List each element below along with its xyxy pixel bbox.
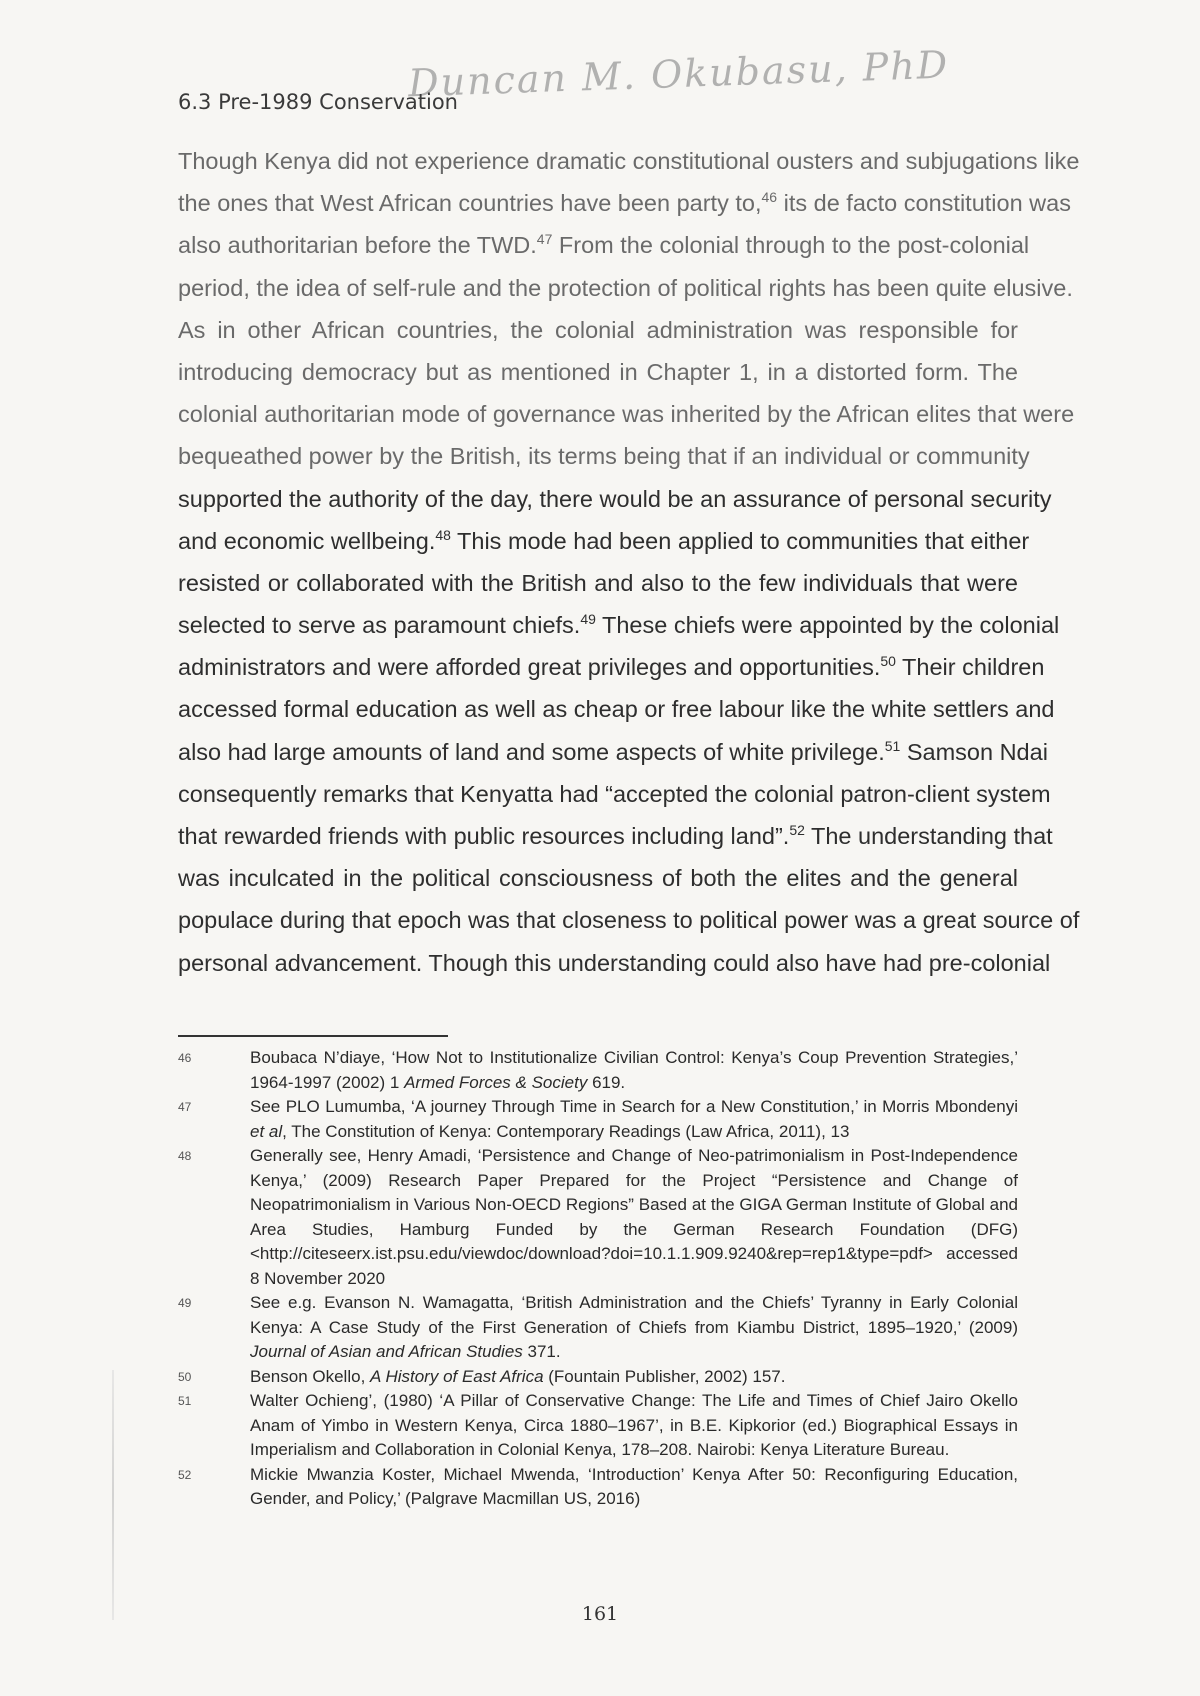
- body-line: [178, 688, 1055, 730]
- body-text-segment: This mode had been applied to communities that either: [450, 527, 1030, 554]
- footnote-item: [178, 1463, 1018, 1512]
- body-text-segment: As in other African countries, the colonial administration was responsible for: [178, 316, 1018, 343]
- body-text-segment: Their children: [895, 654, 1045, 681]
- footnote-text-segment: , The Constitution of Kenya: Contemporary Readings (Law Africa, 2011), 13: [282, 1121, 850, 1141]
- footnote-title-italic: Armed Forces & Society: [404, 1072, 588, 1092]
- body-text-segment: From the colonial through to the post-colonial: [552, 232, 1030, 259]
- footnotes-section: [178, 1046, 1018, 1512]
- body-text-segment: consequently remarks that Kenyatta had “accepted the colonial patron-client system: [178, 780, 1051, 807]
- body-text-segment: supported the authority of the day, there would be an assurance of personal security: [178, 485, 1052, 512]
- footnote-title-italic: et al: [250, 1121, 283, 1141]
- body-line: [178, 562, 1018, 604]
- footnote-reference: 49: [580, 611, 596, 628]
- footnote-text-segment: 371.: [522, 1342, 561, 1361]
- page-header: [178, 42, 950, 122]
- scan-edge-mark: [112, 1370, 114, 1620]
- body-text-segment: introducing democracy but as mentioned in Chapter 1, in a distorted form. The: [178, 358, 1018, 385]
- body-line: [178, 309, 1018, 351]
- body-line: [178, 604, 1060, 646]
- footnote-text-segment: Generally see, Henry Amadi, ‘Persistence and Change of Neo-patrimonialism in Post-Independence Kenya,’ (2009) Research Paper Prepared for the Project “Persistence and Change of Neopatrimonialism in Various Non-OECD Regions” Based at the GIGA German Institute of Global and Area Studies, Hamburg Funded by the German Research Foundation (DFG) <http://citeseerx.ist.psu.edu/viewdoc/download?doi=10.1.1.909.9240&rep=rep1&type=pdf> accessed 8 November 2020: [250, 1146, 1018, 1288]
- footnote-text-segment: Walter Ochieng’, (1980) ‘A Pillar of Conservative Change: The Life and Times of Chief Jairo Okello Anam of Yimbo in Western Kenya, Circa 1880–1967’, in B.E. Kipkorior (ed.) Biographical Essays in Imperialism and Collaboration in Colonial Kenya, 178–208. Nairobi: Kenya Literature Bureau.: [250, 1391, 1018, 1459]
- body-text-segment: also had large amounts of land and some aspects of white privilege.: [178, 738, 885, 765]
- body-text-segment: personal advancement. Though this understanding could also have had pre-colonial: [178, 949, 1051, 976]
- footnote-item: [178, 1389, 1018, 1463]
- body-text-segment: The understanding that: [804, 823, 1053, 849]
- footnote-reference: 52: [789, 822, 805, 839]
- footnote-reference: 50: [880, 653, 896, 670]
- body-text-segment: that rewarded friends with public resources including land”.: [178, 823, 790, 849]
- footnote-text: [250, 1389, 1018, 1463]
- body-text-segment: populace during that epoch was that closeness to political power was a great source of: [178, 907, 1080, 934]
- body-text-segment: selected to serve as paramount chiefs.: [178, 612, 581, 639]
- footnote-text-segment: See PLO Lumumba, ‘A journey Through Time in Search for a New Constitution,’ in Morris Mbondenyi: [250, 1097, 1018, 1116]
- footnote-item: [178, 1095, 1018, 1144]
- body-line: [178, 520, 1030, 562]
- body-text-segment: administrators and were afforded great privileges and opportunities.: [178, 654, 881, 681]
- footnote-item: [178, 1144, 1018, 1291]
- footnote-title-italic: Journal of Asian and African Studies: [250, 1342, 523, 1361]
- footnote-text: [250, 1046, 1018, 1095]
- footnote-item: [178, 1291, 1018, 1365]
- body-line: [178, 267, 1073, 309]
- body-line: [178, 857, 1018, 899]
- body-text-segment: resisted or collaborated with the British and also to the few individuals that were: [178, 569, 1018, 596]
- body-line: [178, 899, 1080, 941]
- body-text-segment: colonial authoritarian mode of governance was inherited by the African elites that were: [178, 401, 1075, 428]
- body-line: [178, 393, 1075, 435]
- body-line: [178, 351, 1018, 393]
- body-text-segment: period, the idea of self-rule and the protection of political rights has been quite elusive.: [178, 274, 1073, 301]
- footnote-text: [250, 1463, 1018, 1512]
- footnote-number: 46: [178, 1051, 192, 1065]
- body-text-segment: and economic wellbeing.: [178, 527, 436, 554]
- footnote-reference: 46: [761, 189, 778, 206]
- footnote-reference: 51: [884, 737, 901, 754]
- body-paragraph: [178, 140, 1080, 984]
- body-text-segment: Samson Ndai: [900, 738, 1048, 765]
- body-text-segment: accessed formal education as well as cheap or free labour like the white settlers and: [178, 696, 1055, 723]
- footnote-text: [250, 1095, 1018, 1144]
- footnote-text-segment: 619.: [587, 1072, 626, 1092]
- footnote-reference: 47: [536, 231, 553, 248]
- footnote-item: [178, 1046, 1018, 1095]
- body-text-segment: bequeathed power by the British, its terms being that if an individual or community: [178, 443, 1030, 470]
- body-text-segment: These chiefs were appointed by the colonial: [595, 612, 1060, 639]
- footnote-reference: 48: [435, 526, 451, 543]
- footnote-text-segment: Boubaca N’diaye, ‘How Not to Institutionalize Civilian Control: Kenya’s Coup Prevention Strategies,’ 1964-1997 (2002) 1: [250, 1048, 1018, 1092]
- footnote-number: 48: [178, 1149, 192, 1163]
- body-line: [178, 815, 1053, 857]
- body-line: [178, 182, 1071, 224]
- footnote-number: 49: [178, 1296, 192, 1310]
- body-line: [178, 942, 1051, 984]
- footnote-text: [250, 1144, 1018, 1291]
- body-text-segment: the ones that West African countries have been party to,: [178, 190, 762, 217]
- footnote-number: 52: [178, 1467, 192, 1482]
- body-text-segment: its de facto constitution was: [777, 190, 1071, 217]
- body-line: [178, 646, 1045, 688]
- footnote-text-segment: See e.g. Evanson N. Wamagatta, ‘British Administration and the Chiefs’ Tyranny in Early Colonial Kenya: A Case Study of the First Generation of Chiefs from Kiambu District, 1895–1920,’ (2009): [250, 1293, 1018, 1337]
- page-number: 161: [581, 1603, 619, 1625]
- footnote-text: [250, 1291, 1018, 1365]
- body-line: [178, 773, 1051, 815]
- footnote-number: 51: [178, 1394, 192, 1408]
- footnote-text-segment: Benson Okello,: [250, 1366, 371, 1386]
- footnote-text-segment: Mickie Mwanzia Koster, Michael Mwenda, ‘Introduction’ Kenya After 50: Reconfiguring Education, Gender, and Policy,’ (Palgrave Macmillan US, 2016): [250, 1464, 1018, 1508]
- footnote-number: 47: [178, 1100, 192, 1114]
- body-line: [178, 140, 1080, 182]
- body-text-segment: Though Kenya did not experience dramatic constitutional ousters and subjugations like: [178, 148, 1080, 174]
- footnote-text-segment: (Fountain Publisher, 2002) 157.: [543, 1366, 786, 1386]
- footnote-text: [250, 1365, 1018, 1390]
- body-line: [178, 435, 1030, 477]
- footnote-divider: [178, 1035, 448, 1037]
- footnote-number: 50: [178, 1369, 192, 1384]
- body-line: [178, 478, 1052, 520]
- body-line: [178, 224, 1030, 266]
- body-line: [178, 731, 1048, 773]
- footnote-item: [178, 1365, 1018, 1390]
- section-heading: 6.3 Pre-1989 Conservation: [178, 90, 458, 114]
- footnote-title-italic: A History of East Africa: [370, 1366, 544, 1386]
- handwritten-signature: Duncan M. Okubasu, PhD: [407, 42, 950, 106]
- body-text-segment: also authoritarian before the TWD.: [178, 232, 537, 259]
- body-text-segment: was inculcated in the political consciousness of both the elites and the general: [178, 865, 1018, 892]
